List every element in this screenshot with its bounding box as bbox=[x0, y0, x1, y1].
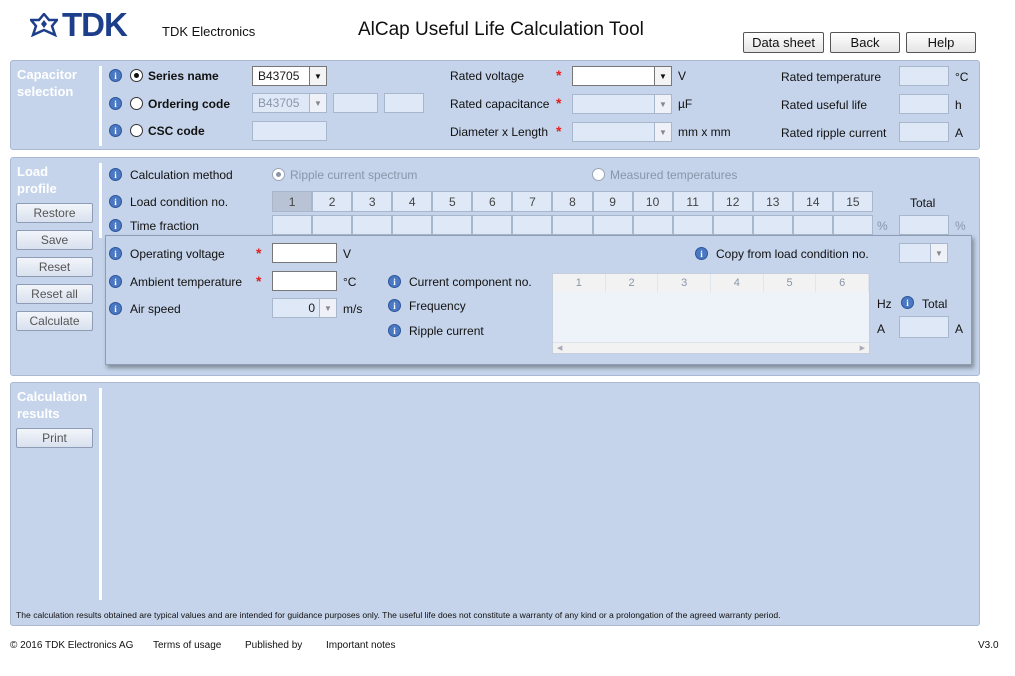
series-name-label: Series name bbox=[148, 69, 219, 83]
ripple-current-unit: A bbox=[877, 322, 886, 336]
time-fraction-cell[interactable] bbox=[833, 215, 873, 235]
series-name-select[interactable]: B43705 ▼ bbox=[252, 66, 327, 86]
total-label: Total bbox=[910, 196, 936, 210]
rated-voltage-label: Rated voltage bbox=[450, 69, 525, 83]
ordering-code-part3[interactable] bbox=[384, 93, 424, 113]
info-icon[interactable]: i bbox=[109, 247, 122, 260]
current-component-header-cell: 5 bbox=[764, 274, 817, 292]
time-fraction-cell[interactable] bbox=[593, 215, 633, 235]
ambient-temperature-input[interactable] bbox=[272, 271, 337, 291]
time-fraction-cell[interactable] bbox=[753, 215, 793, 235]
calculation-method-label: Calculation method bbox=[130, 168, 233, 182]
load-condition-tab[interactable]: 7 bbox=[512, 191, 552, 212]
csc-code-field[interactable] bbox=[252, 121, 327, 141]
logo-text: TDK bbox=[62, 6, 127, 43]
load-condition-tab[interactable]: 5 bbox=[432, 191, 472, 212]
chevron-down-icon: ▼ bbox=[930, 244, 947, 262]
load-condition-tab[interactable]: 8 bbox=[552, 191, 592, 212]
rated-temperature-field bbox=[899, 66, 949, 86]
time-fraction-total bbox=[899, 215, 949, 235]
time-fraction-cell[interactable] bbox=[552, 215, 592, 235]
info-icon[interactable]: i bbox=[388, 299, 401, 312]
rated-useful-life-unit: h bbox=[955, 98, 962, 112]
required-mark: * bbox=[556, 67, 562, 83]
rated-capacitance-unit: µF bbox=[678, 97, 693, 111]
info-icon[interactable]: i bbox=[109, 69, 122, 82]
diameter-length-select[interactable] bbox=[572, 122, 672, 142]
info-icon[interactable]: i bbox=[109, 97, 122, 110]
info-icon[interactable]: i bbox=[388, 324, 401, 337]
operating-voltage-input[interactable] bbox=[272, 243, 337, 263]
ripple-current-total bbox=[899, 316, 949, 338]
time-fraction-cell[interactable] bbox=[793, 215, 833, 235]
ordering-code-part2[interactable] bbox=[333, 93, 378, 113]
sub-total-unit: A bbox=[955, 322, 964, 336]
restore-button[interactable]: Restore bbox=[16, 203, 93, 223]
rated-useful-life-field bbox=[899, 94, 949, 114]
terms-link[interactable]: Terms of usage bbox=[153, 640, 222, 651]
load-condition-tab[interactable]: 10 bbox=[633, 191, 673, 212]
info-icon[interactable]: i bbox=[109, 302, 122, 315]
load-condition-tab[interactable]: 11 bbox=[673, 191, 713, 212]
ripple-spectrum-radio[interactable] bbox=[272, 168, 285, 181]
load-condition-tab[interactable]: 3 bbox=[352, 191, 392, 212]
chevron-down-icon: ▼ bbox=[654, 123, 671, 141]
version-label: V3.0 bbox=[978, 640, 999, 651]
series-name-radio[interactable] bbox=[130, 69, 143, 82]
info-icon[interactable]: i bbox=[109, 124, 122, 137]
chevron-down-icon: ▼ bbox=[654, 67, 671, 85]
current-component-header bbox=[553, 274, 869, 292]
measured-temperatures-radio[interactable] bbox=[592, 168, 605, 181]
reset-all-button[interactable]: Reset all bbox=[16, 284, 93, 304]
time-fraction-cell[interactable] bbox=[392, 215, 432, 235]
info-icon[interactable]: i bbox=[901, 296, 914, 309]
calculation-results-title: Calculation results bbox=[17, 389, 88, 421]
ordering-code-select[interactable]: B43705 ▼ bbox=[252, 93, 327, 113]
scroll-right-icon[interactable]: ▶ bbox=[859, 345, 865, 352]
reset-button[interactable]: Reset bbox=[16, 257, 93, 277]
load-condition-tab[interactable]: 9 bbox=[593, 191, 633, 212]
load-condition-tab[interactable]: 14 bbox=[793, 191, 833, 212]
app-title: AlCap Useful Life Calculation Tool bbox=[358, 19, 644, 40]
load-condition-label: Load condition no. bbox=[130, 195, 229, 209]
panel-divider bbox=[99, 163, 102, 238]
save-button[interactable]: Save bbox=[16, 230, 93, 250]
info-icon[interactable]: i bbox=[109, 275, 122, 288]
sub-total-label: Total bbox=[922, 297, 948, 311]
time-fraction-cell[interactable] bbox=[673, 215, 713, 235]
load-condition-tab[interactable]: 15 bbox=[833, 191, 873, 212]
percent-unit: % bbox=[877, 219, 888, 233]
time-fraction-cell[interactable] bbox=[472, 215, 512, 235]
time-fraction-cell[interactable] bbox=[312, 215, 352, 235]
load-profile-title: Load profile bbox=[17, 164, 57, 196]
calculate-button[interactable]: Calculate bbox=[16, 311, 93, 331]
time-fraction-cell[interactable] bbox=[713, 215, 753, 235]
rated-temperature-label: Rated temperature bbox=[781, 70, 882, 84]
ordering-code-label: Ordering code bbox=[148, 97, 231, 111]
scroll-left-icon[interactable]: ◀ bbox=[557, 345, 563, 352]
rated-voltage-unit: V bbox=[678, 69, 687, 83]
panel-divider bbox=[99, 388, 102, 600]
chevron-down-icon: ▼ bbox=[654, 95, 671, 113]
current-component-header-cell: 6 bbox=[816, 274, 869, 292]
load-condition-tab[interactable]: 12 bbox=[713, 191, 753, 212]
current-component-header-cell: 3 bbox=[658, 274, 711, 292]
rated-ripple-current-field bbox=[899, 122, 949, 142]
chevron-down-icon: ▼ bbox=[319, 299, 336, 317]
percent-unit: % bbox=[955, 219, 966, 233]
time-fraction-cell[interactable] bbox=[512, 215, 552, 235]
time-fraction-cell[interactable] bbox=[633, 215, 673, 235]
csc-code-radio[interactable] bbox=[130, 124, 143, 137]
csc-code-label: CSC code bbox=[148, 124, 205, 138]
current-component-label: Current component no. bbox=[409, 275, 532, 289]
ambient-temperature-label: Ambient temperature bbox=[130, 275, 243, 289]
info-icon[interactable]: i bbox=[695, 247, 708, 260]
current-component-header-cell: 4 bbox=[711, 274, 764, 292]
required-mark: * bbox=[256, 273, 262, 289]
ordering-code-radio[interactable] bbox=[130, 97, 143, 110]
ripple-spectrum-label: Ripple current spectrum bbox=[290, 168, 418, 182]
capacitor-selection-title: Capacitor selection bbox=[17, 67, 77, 99]
rated-temperature-unit: °C bbox=[955, 70, 969, 84]
required-mark: * bbox=[256, 245, 262, 261]
current-component-grid bbox=[552, 273, 870, 354]
chevron-down-icon: ▼ bbox=[309, 94, 326, 112]
measured-temperatures-label: Measured temperatures bbox=[610, 168, 738, 182]
tdk-logo-icon bbox=[30, 13, 58, 37]
load-condition-tab[interactable]: 13 bbox=[753, 191, 793, 212]
tdk-logo bbox=[30, 6, 145, 43]
operating-voltage-label: Operating voltage bbox=[130, 247, 225, 261]
time-fraction-cell[interactable] bbox=[272, 215, 312, 235]
operating-voltage-unit: V bbox=[343, 247, 352, 261]
help-button[interactable]: Help bbox=[906, 32, 976, 53]
diameter-length-label: Diameter x Length bbox=[450, 125, 549, 139]
required-mark: * bbox=[556, 95, 562, 111]
rated-capacitance-label: Rated capacitance bbox=[450, 97, 550, 111]
panel-divider bbox=[99, 66, 102, 146]
ambient-temperature-unit: °C bbox=[343, 275, 357, 289]
disclaimer-text: The calculation results obtained are typical values and are intended for guidance purposes only. The useful life does not constitute a warranty of any kind or a prolongation of the agreed warranty period. bbox=[16, 610, 781, 620]
time-fraction-label: Time fraction bbox=[130, 219, 199, 233]
chevron-down-icon: ▼ bbox=[309, 67, 326, 85]
copy-from-label: Copy from load condition no. bbox=[716, 247, 869, 261]
frequency-label: Frequency bbox=[409, 299, 466, 313]
info-icon[interactable]: i bbox=[109, 168, 122, 181]
print-button[interactable]: Print bbox=[16, 428, 93, 448]
calculation-results-panel bbox=[10, 382, 980, 626]
load-condition-tabs bbox=[272, 191, 873, 212]
copy-from-select[interactable] bbox=[899, 243, 948, 263]
datasheet-button[interactable]: Data sheet bbox=[743, 32, 824, 53]
info-icon[interactable]: i bbox=[388, 275, 401, 288]
time-fraction-row bbox=[272, 215, 873, 235]
rated-useful-life-label: Rated useful life bbox=[781, 98, 868, 112]
rated-ripple-current-label: Rated ripple current bbox=[781, 126, 887, 140]
frequency-unit: Hz bbox=[877, 297, 892, 311]
back-button[interactable]: Back bbox=[830, 32, 900, 53]
time-fraction-cell[interactable] bbox=[352, 215, 392, 235]
air-speed-label: Air speed bbox=[130, 302, 181, 316]
diameter-length-unit: mm x mm bbox=[678, 125, 731, 139]
copyright: © 2016 TDK Electronics AG bbox=[10, 640, 134, 651]
ripple-current-label: Ripple current bbox=[409, 324, 484, 338]
load-condition-tab[interactable]: 2 bbox=[312, 191, 352, 212]
current-component-header-cell: 2 bbox=[606, 274, 659, 292]
load-condition-tab[interactable]: 4 bbox=[392, 191, 432, 212]
rated-voltage-select[interactable] bbox=[572, 66, 672, 86]
company-name: TDK Electronics bbox=[162, 24, 256, 39]
important-notes-link[interactable]: Important notes bbox=[326, 640, 396, 651]
load-condition-tab[interactable]: 6 bbox=[472, 191, 512, 212]
published-by-link[interactable]: Published by bbox=[245, 640, 303, 651]
air-speed-select[interactable]: 0 ▼ bbox=[272, 298, 337, 318]
horizontal-scrollbar[interactable] bbox=[553, 342, 869, 353]
info-icon[interactable]: i bbox=[109, 195, 122, 208]
time-fraction-cell[interactable] bbox=[432, 215, 472, 235]
current-component-header-cell: 1 bbox=[553, 274, 606, 292]
required-mark: * bbox=[556, 123, 562, 139]
rated-ripple-current-unit: A bbox=[955, 126, 964, 140]
info-icon[interactable]: i bbox=[109, 219, 122, 232]
rated-capacitance-select[interactable] bbox=[572, 94, 672, 114]
load-condition-tab[interactable]: 1 bbox=[272, 191, 312, 212]
air-speed-unit: m/s bbox=[343, 302, 363, 316]
